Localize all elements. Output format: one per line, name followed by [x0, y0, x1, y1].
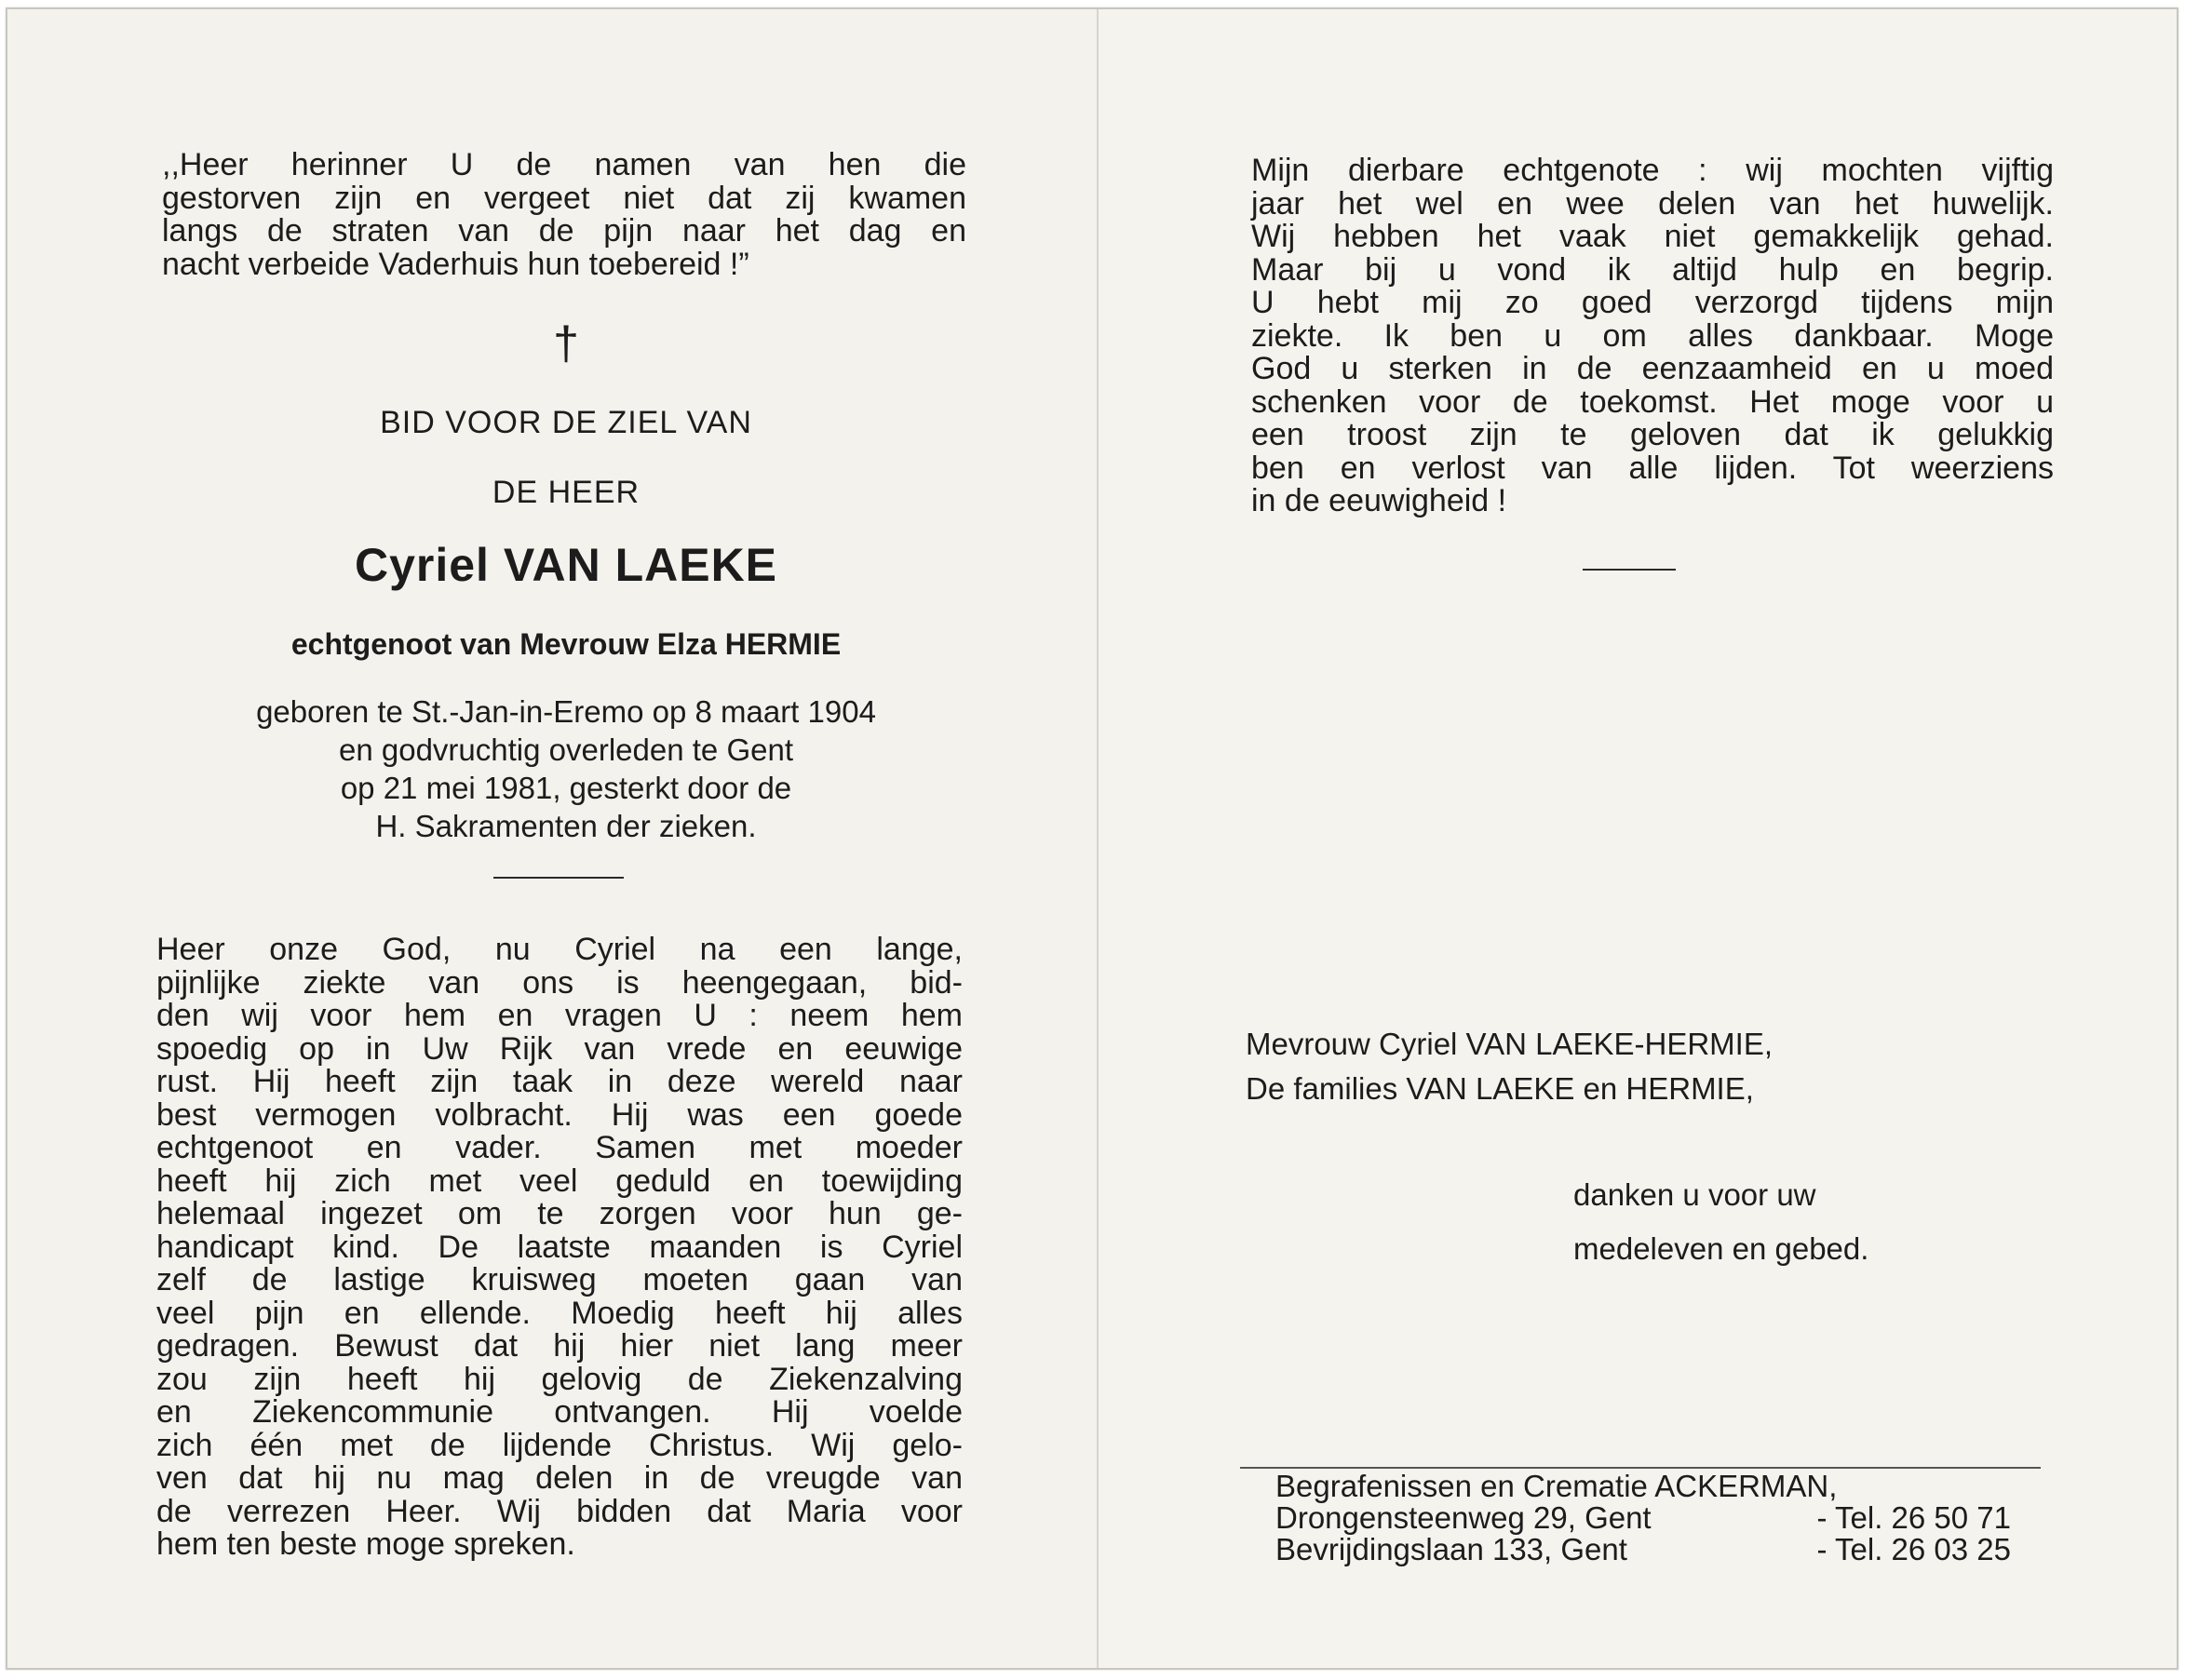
prayer-line: hem ten beste moge spreken. [156, 1526, 575, 1562]
life-details [147, 692, 985, 845]
message-line: schenken voor de toekomst. Het moge voor u [1251, 383, 2054, 420]
family-line: De families VAN LAEKE en HERMIE, [1246, 1071, 1754, 1106]
thanks-message [1573, 1168, 1868, 1276]
divider [493, 877, 624, 879]
memorial-card [6, 7, 2178, 1670]
prayer-text [156, 934, 963, 1562]
family-line: Mevrouw Cyriel VAN LAEKE-HERMIE, [1246, 1027, 1774, 1061]
funeral-home-phone: - Tel. 26 03 25 [1816, 1532, 2011, 1566]
prayer-line: handicapt kind. De laatste maanden is Cyriel [156, 1229, 963, 1265]
left-panel [7, 9, 1099, 1668]
prayer-line: rust. Hij heeft zijn taak in deze wereld naar [156, 1064, 963, 1099]
life-line: geboren te St.-Jan-in-Eremo op 8 maart 1904 [256, 694, 876, 729]
message-line: ben en verlost van alle lijden. Tot weerziens [1251, 450, 2054, 486]
prayer-line: helemaal ingezet om te zorgen voor hun ge- [156, 1196, 963, 1231]
opening-quote [162, 149, 966, 281]
family-names [1246, 1022, 1773, 1111]
prayer-line: pijnlijke ziekte van ons is heengegaan, bid- [156, 964, 963, 1001]
funeral-home-phone: - Tel. 26 50 71 [1816, 1500, 2011, 1535]
divider [1583, 569, 1676, 571]
message-line: een troost zijn te geloven dat ik gelukkig [1251, 417, 2054, 452]
prayer-line: gedragen. Bewust dat hij hier niet lang meer [156, 1328, 963, 1364]
thanks-line: danken u voor uw [1573, 1177, 1816, 1212]
prayer-line: den wij voor hem en vragen U : neem hem [156, 998, 963, 1033]
farewell-message [1251, 155, 2054, 518]
life-line: op 21 mei 1981, gesterkt door de [340, 771, 792, 805]
message-line: Wij hebben het vaak niet gemakkelijk gehad. [1251, 219, 2054, 254]
funeral-home-address: Drongensteenweg 29, Gent [1275, 1500, 1652, 1535]
prayer-line: zou zijn heeft hij gelovig de Ziekenzalving [156, 1361, 963, 1397]
funeral-home-address-row [1275, 1502, 2011, 1534]
prayer-line: echtgenoot en vader. Samen met moeder [156, 1130, 963, 1165]
pray-for-heading: BID VOOR DE ZIEL VAN [380, 405, 752, 440]
deceased-name: Cyriel VAN LAEKE [354, 539, 778, 591]
life-line: H. Sakramenten der zieken. [375, 809, 757, 843]
quote-line: gestorven zijn en vergeet niet dat zij kwamen [162, 180, 966, 216]
prayer-line: zich één met de lijdende Christus. Wij gelo- [156, 1427, 963, 1463]
cross-icon: † [553, 317, 579, 370]
quote-line: langs de straten van de pijn naar het dag en [162, 213, 966, 249]
prayer-line: spoedig op in Uw Rijk van vrede en eeuwige [156, 1030, 963, 1067]
title-heading: DE HEER [492, 475, 641, 510]
prayer-line: heeft hij zich met veel geduld en toewijding [156, 1163, 963, 1199]
message-line: ziekte. Ik ben u om alles dankbaar. Moge [1251, 317, 2054, 354]
message-line: U hebt mij zo goed verzorgd tijdens mijn [1251, 285, 2054, 320]
funeral-home-info [1275, 1471, 2011, 1566]
funeral-home-address-row [1275, 1534, 2011, 1566]
message-line: Mijn dierbare echtgenote : wij mochten vijftig [1251, 153, 2054, 188]
prayer-line: veel pijn en ellende. Moedig heeft hij alles [156, 1295, 963, 1331]
funeral-home-address: Bevrijdingslaan 133, Gent [1275, 1532, 1627, 1566]
message-line: in de eeuwigheid ! [1251, 483, 1507, 518]
quote-line: nacht verbeide Vaderhuis hun toebereid !” [162, 246, 749, 282]
prayer-line: Heer onze God, nu Cyriel na een lange, [156, 932, 963, 967]
thanks-line: medeleven en gebed. [1573, 1231, 1869, 1266]
prayer-line: best vermogen volbracht. Hij was een goede [156, 1096, 963, 1133]
message-line: Maar bij u vond ik altijd hulp en begrip. [1251, 251, 2054, 288]
life-line: en godvruchtig overleden te Gent [339, 732, 793, 767]
right-panel [1099, 9, 2177, 1668]
prayer-line: de verrezen Heer. Wij bidden dat Maria voor [156, 1493, 963, 1529]
spouse-line: echtgenoot van Mevrouw Elza HERMIE [290, 627, 842, 661]
message-line: God u sterken in de eenzaamheid en u moed [1251, 351, 2054, 386]
message-line: jaar het wel en wee delen van het huwelijk. [1251, 185, 2054, 222]
funeral-home-name: Begrafenissen en Crematie ACKERMAN, [1275, 1469, 1838, 1503]
prayer-line: zelf de lastige kruisweg moeten gaan van [156, 1262, 963, 1297]
prayer-line: ven dat hij nu mag delen in de vreugde van [156, 1460, 963, 1496]
quote-line: ,,Heer herinner U de namen van hen die [162, 147, 966, 182]
prayer-line: en Ziekencommunie ontvangen. Hij voelde [156, 1394, 963, 1430]
